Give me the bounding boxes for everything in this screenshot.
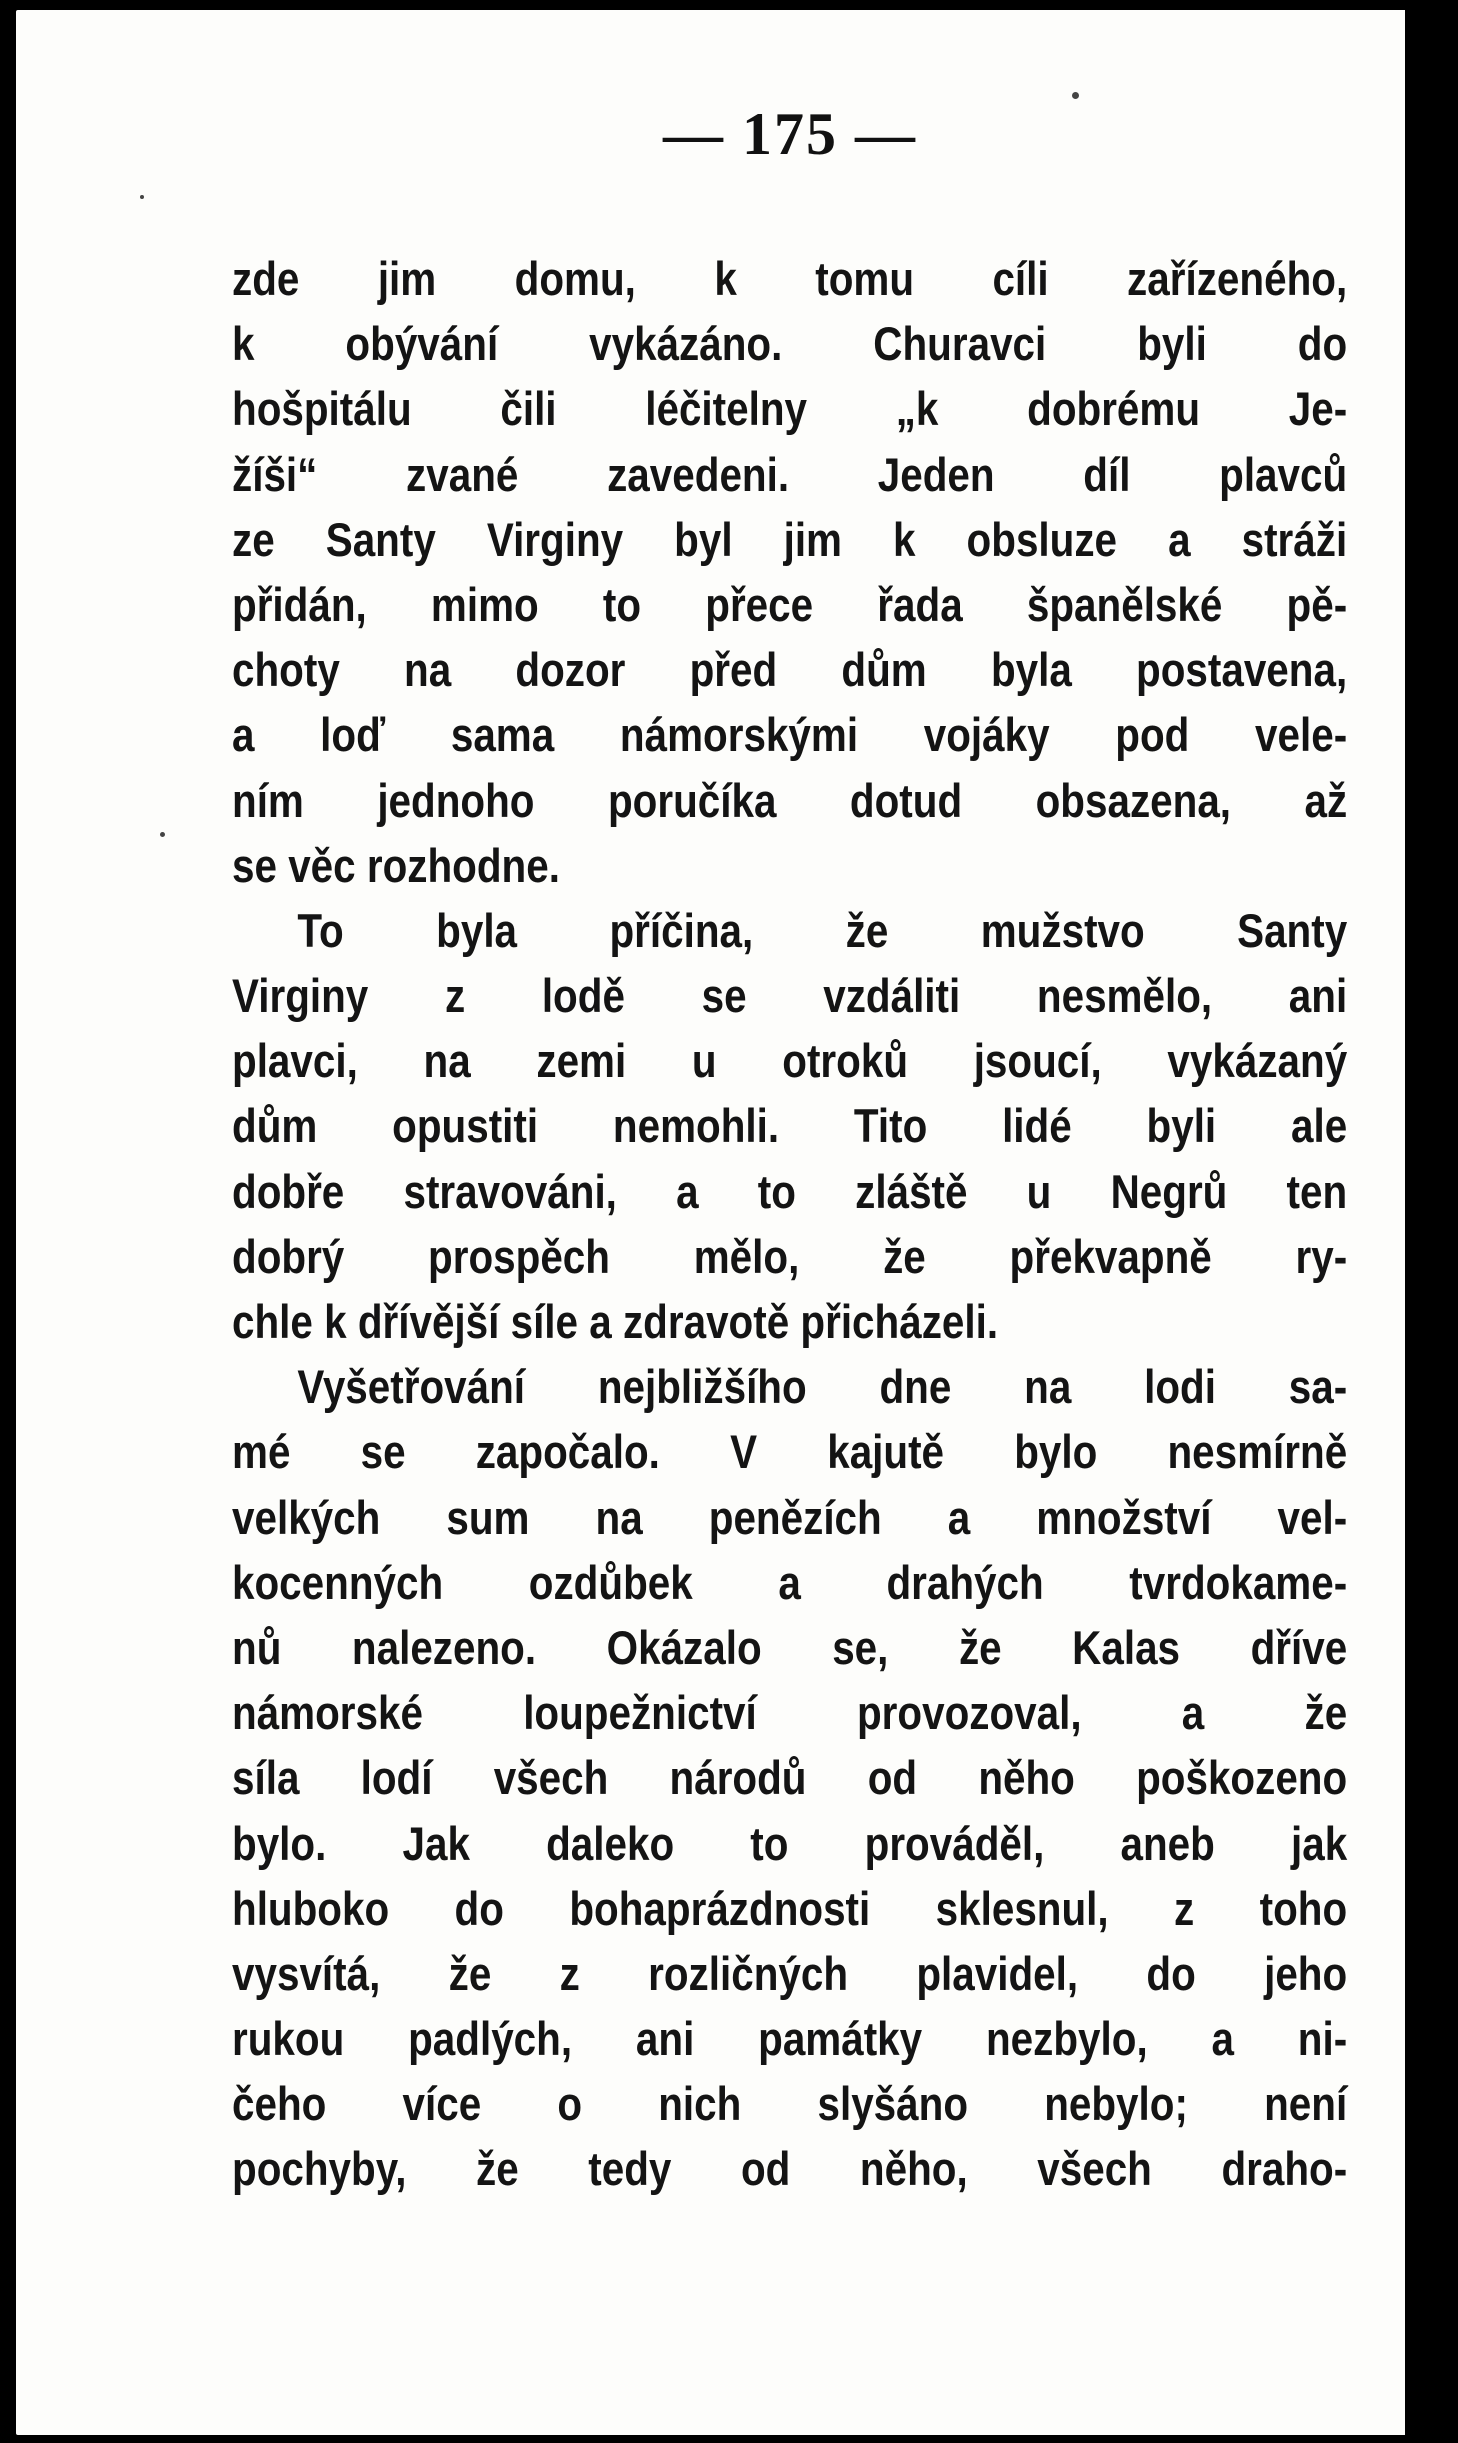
text-line: přidán, mimo to přece řada španělské pě-	[232, 577, 1348, 631]
text-line: k obývání vykázáno. Churavci byli do	[232, 317, 1348, 371]
text-line: plavci, na zemi u otroků jsoucí, vykázaný	[232, 1034, 1348, 1088]
text-line: kocenných ozdůbek a drahých tvrdokame-	[232, 1555, 1348, 1609]
body-text	[232, 246, 1347, 2202]
text-line: čeho více o nich slyšáno nebylo; není	[232, 2077, 1348, 2131]
text-line: hluboko do bohaprázdnosti sklesnul, z toho	[232, 1881, 1348, 1935]
page-edge-shadow	[1405, 0, 1458, 2443]
text-line: dobrý prospěch mělo, že překvapně ry-	[232, 1229, 1348, 1283]
text-line: Virginy z lodě se vzdáliti nesmělo, ani	[232, 969, 1348, 1023]
ink-speck	[140, 195, 144, 199]
text-line: se věc rozhodne.	[232, 838, 560, 892]
text-line: velkých sum na penězích a množství vel-	[232, 1490, 1348, 1544]
ink-speck	[1072, 92, 1079, 99]
text-line: bylo. Jak daleko to prováděl, aneb jak	[232, 1816, 1348, 1870]
text-line: ze Santy Virginy byl jim k obsluze a stráži	[232, 512, 1348, 566]
text-line: chle k dřívější síle a zdravotě přicházeli.	[232, 1295, 999, 1348]
text-line: Vyšetřování nejbližšího dne na lodi sa-	[297, 1360, 1348, 1414]
text-line: pochyby, že tedy od něho, všech draho-	[232, 2142, 1348, 2196]
text-line: žíši“ zvané zavedeni. Jeden díl plavců	[232, 447, 1348, 501]
text-line: síla lodí všech národů od něho poškozeno	[232, 1751, 1348, 1805]
text-line: To byla příčina, že mužstvo Santy	[297, 903, 1348, 957]
text-line: nů nalezeno. Okázalo se, že Kalas dříve	[232, 1620, 1348, 1674]
text-line: rukou padlých, ani památky nezbylo, a ni-	[232, 2012, 1348, 2066]
text-line: choty na dozor před dům byla postavena,	[232, 643, 1348, 697]
text-line: námorské loupežnictví provozoval, a že	[232, 1686, 1348, 1740]
page-number: — 175 —	[663, 101, 917, 167]
text-line: dům opustiti nemohli. Tito lidé byli ale	[232, 1099, 1348, 1153]
text-line: vysvítá, že z rozličných plavidel, do jeho	[232, 1946, 1348, 2000]
text-line: zde jim domu, k tomu cíli zařízeného,	[232, 252, 1348, 305]
text-line: hošpitálu čili léčitelny „k dobrému Je-	[232, 382, 1348, 436]
text-line: dobře stravováni, a to zláště u Negrů ten	[232, 1164, 1348, 1218]
text-line: mé se započalo. V kajutě bylo nesmírně	[232, 1425, 1348, 1479]
text-line: a loď sama námorskými vojáky pod vele-	[232, 708, 1348, 762]
text-line: ním jednoho poručíka dotud obsazena, až	[232, 773, 1348, 827]
ink-speck	[160, 832, 165, 837]
